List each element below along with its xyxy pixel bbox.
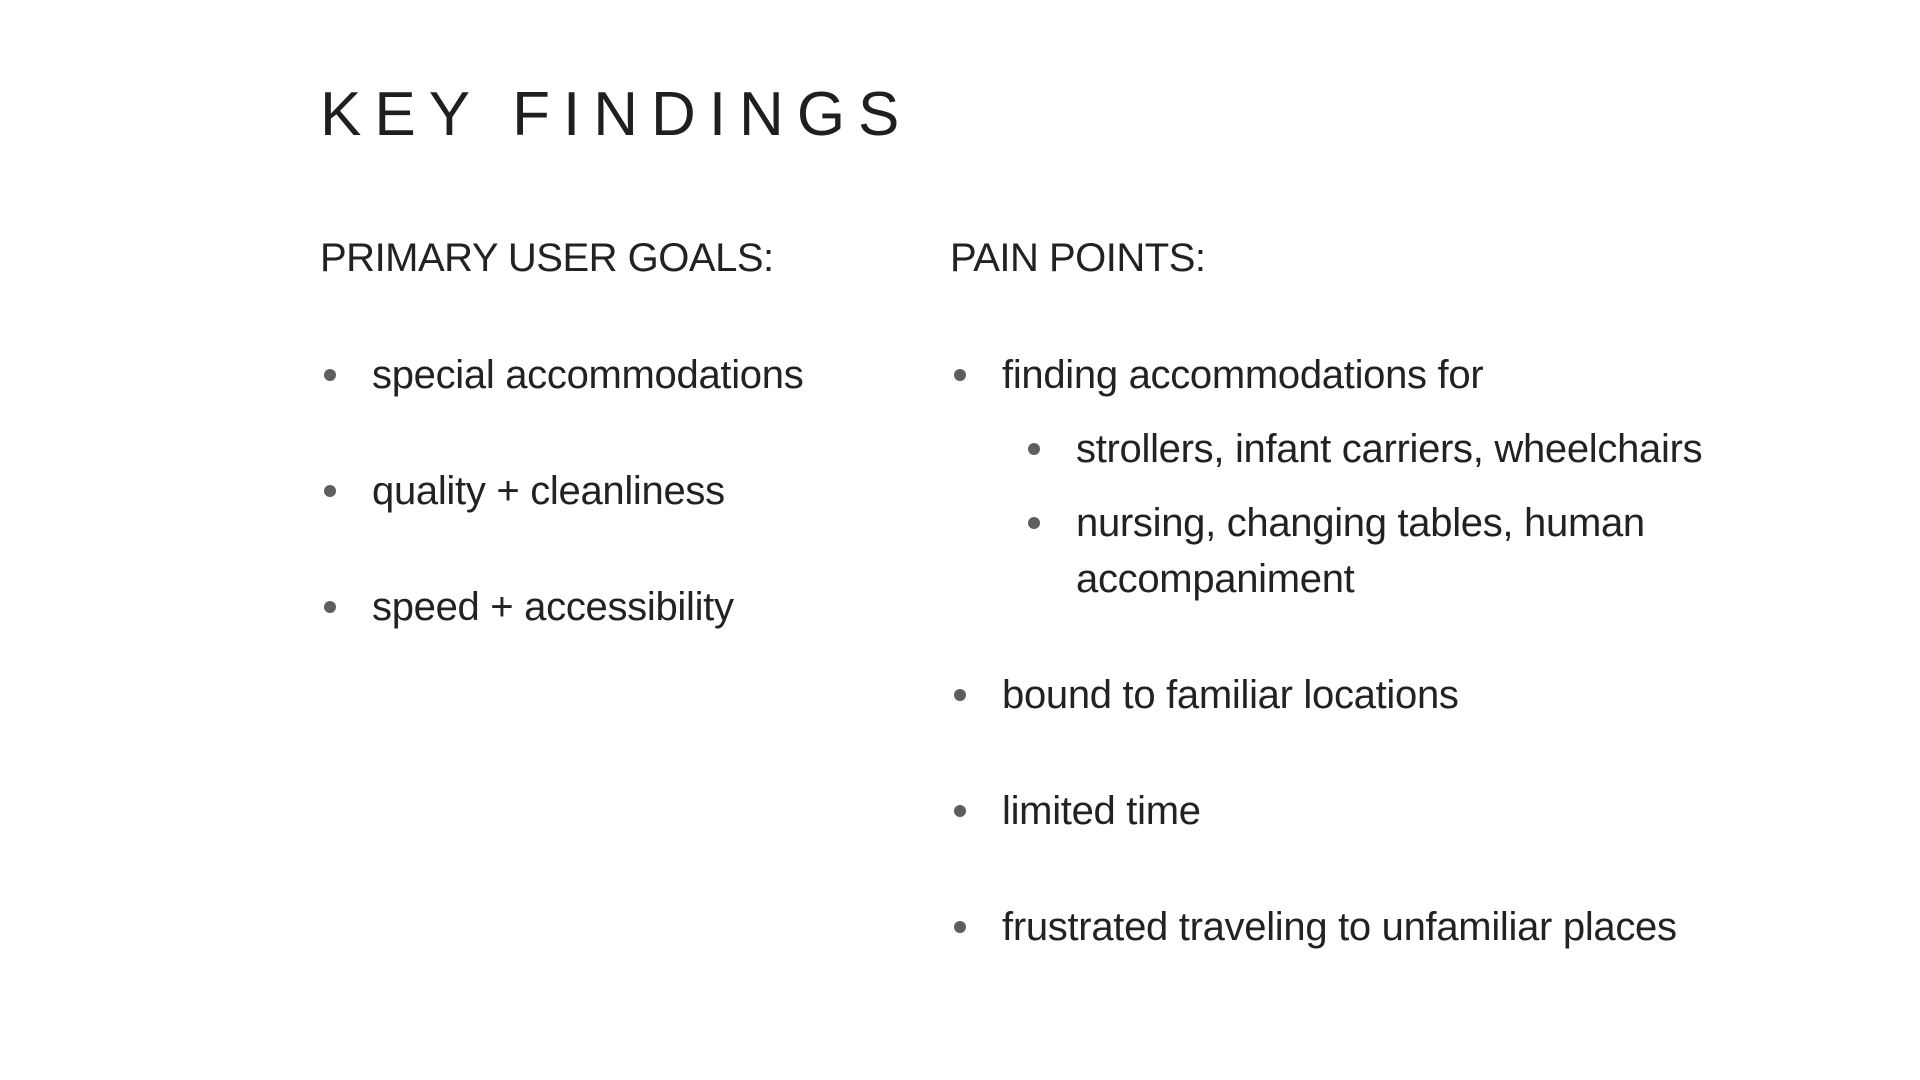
- pain-point-subitem: [1002, 421, 1810, 477]
- bullet-icon: [954, 921, 966, 933]
- goal-item: [320, 347, 880, 403]
- pain-point-subitem-text: nursing, changing tables, human accompaniment: [1076, 501, 1645, 601]
- pain-point-subitem-text: strollers, infant carriers, wheelchairs: [1076, 427, 1703, 471]
- pain-points-list: [950, 347, 1810, 955]
- slide-title: KEY FINDINGS: [320, 80, 913, 149]
- pain-point-subitem: [1002, 495, 1810, 607]
- pain-point-item: [950, 899, 1810, 955]
- pain-point-item: [950, 347, 1810, 607]
- pain-point-item-text: limited time: [1002, 789, 1201, 833]
- goal-item-text: quality + cleanliness: [372, 469, 725, 513]
- pain-point-item: [950, 783, 1810, 839]
- pain-point-item-text: bound to familiar locations: [1002, 673, 1459, 717]
- goal-item-text: special accommodations: [372, 353, 804, 397]
- bullet-icon: [324, 601, 336, 613]
- pain-point-sublist: [1002, 421, 1810, 607]
- goals-list: [320, 347, 880, 635]
- goal-item-text: speed + accessibility: [372, 585, 734, 629]
- sub-bullet-icon: [1028, 443, 1040, 455]
- pain-points-heading: PAIN POINTS:: [950, 236, 1206, 280]
- pain-point-item-text: frustrated traveling to unfamiliar places: [1002, 905, 1677, 949]
- bullet-icon: [324, 485, 336, 497]
- pain-points-section: [950, 230, 1810, 955]
- goals-heading: PRIMARY USER GOALS:: [320, 236, 774, 280]
- bullet-icon: [954, 689, 966, 701]
- pain-point-item-text: finding accommodations for: [1002, 353, 1484, 397]
- bullet-icon: [954, 369, 966, 381]
- primary-user-goals-section: [320, 230, 880, 635]
- goal-item: [320, 579, 880, 635]
- bullet-icon: [324, 369, 336, 381]
- goal-item: [320, 463, 880, 519]
- bullet-icon: [954, 805, 966, 817]
- sub-bullet-icon: [1028, 517, 1040, 529]
- pain-point-item: [950, 667, 1810, 723]
